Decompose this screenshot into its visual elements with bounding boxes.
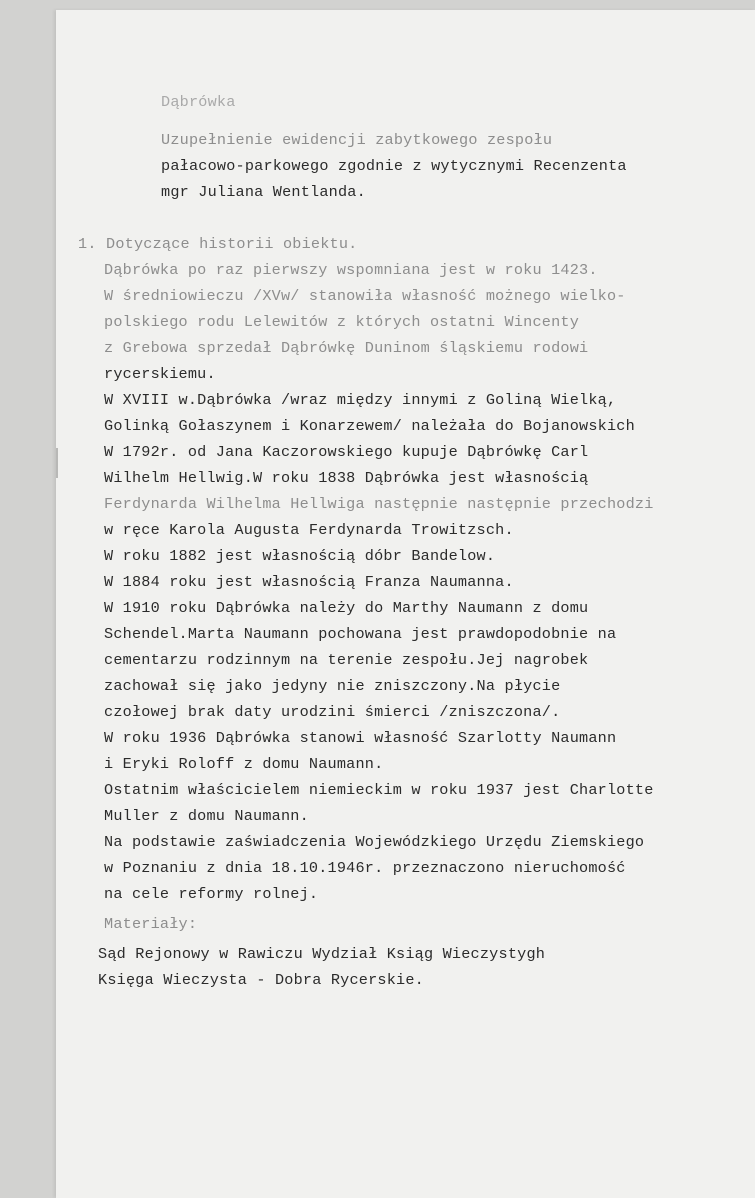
body-line: zachował się jako jedyny nie zniszczony.Na płycie: [104, 677, 561, 695]
body-line: Dąbrówka po raz pierwszy wspomniana jest w roku 1423.: [104, 261, 598, 279]
body-line: Wilhelm Hellwig.W roku 1838 Dąbrówka jest własnością: [104, 469, 589, 487]
body-line: w Poznaniu z dnia 18.10.1946r. przeznaczono nieruchomość: [104, 859, 626, 877]
section-heading: Dotyczące historii obiektu.: [106, 235, 358, 253]
document-page: [56, 10, 755, 1198]
subject-line: pałacowo-parkowego zgodnie z wytycznymi Recenzenta: [161, 157, 627, 175]
body-line: rycerskiemu.: [104, 365, 216, 383]
body-line: na cele reformy rolnej.: [104, 885, 319, 903]
body-line: czołowej brak daty urodzini śmierci /zniszczona/.: [104, 703, 561, 721]
body-line: W 1910 roku Dąbrówka należy do Marthy Naumann z domu: [104, 599, 589, 617]
body-line: z Grebowa sprzedał Dąbrówkę Duninom śląskiemu rodowi: [104, 339, 589, 357]
subject-line: mgr Juliana Wentlanda.: [161, 183, 366, 201]
materials-line: Księga Wieczysta - Dobra Rycerskie.: [98, 971, 424, 989]
body-line: Schendel.Marta Naumann pochowana jest prawdopodobnie na: [104, 625, 617, 643]
materials-line: Sąd Rejonowy w Rawiczu Wydział Ksiąg Wieczystygh: [98, 945, 546, 963]
body-line: cementarzu rodzinnym na terenie zespołu.Jej nagrobek: [104, 651, 589, 669]
body-line: Muller z domu Naumann.: [104, 807, 309, 825]
body-line: polskiego rodu Lelewitów z których ostatni Wincenty: [104, 313, 580, 331]
body-line: W roku 1936 Dąbrówka stanowi własność Szarlotty Naumann: [104, 729, 617, 747]
body-line: W roku 1882 jest własnością dóbr Bandelow.: [104, 547, 496, 565]
body-line: Ferdynarda Wilhelma Hellwiga następnie następnie przechodzi: [104, 495, 654, 513]
paper-crease-mark: [56, 448, 58, 478]
body-line: w ręce Karola Augusta Ferdynarda Trowitzsch.: [104, 521, 514, 539]
body-line: Golinką Gołaszynem i Konarzewem/ należała do Bojanowskich: [104, 417, 635, 435]
body-line: i Eryki Roloff z domu Naumann.: [104, 755, 384, 773]
body-line: W 1792r. od Jana Kaczorowskiego kupuje Dąbrówkę Carl: [104, 443, 589, 461]
body-line: Ostatnim właścicielem niemieckim w roku 1937 jest Charlotte: [104, 781, 654, 799]
body-line: W XVIII w.Dąbrówka /wraz między innymi z Goliną Wielką,: [104, 391, 617, 409]
subject-line: Uzupełnienie ewidencji zabytkowego zespołu: [161, 131, 553, 149]
place-heading: Dąbrówka: [161, 93, 236, 111]
section-number: 1.: [78, 235, 97, 253]
body-line: Na podstawie zaświadczenia Wojewódzkiego Urzędu Ziemskiego: [104, 833, 645, 851]
body-line: W 1884 roku jest własnością Franza Naumanna.: [104, 573, 514, 591]
body-line: W średniowieczu /XVw/ stanowiła własność możnego wielko-: [104, 287, 626, 305]
materials-heading: Materiały:: [104, 915, 198, 933]
